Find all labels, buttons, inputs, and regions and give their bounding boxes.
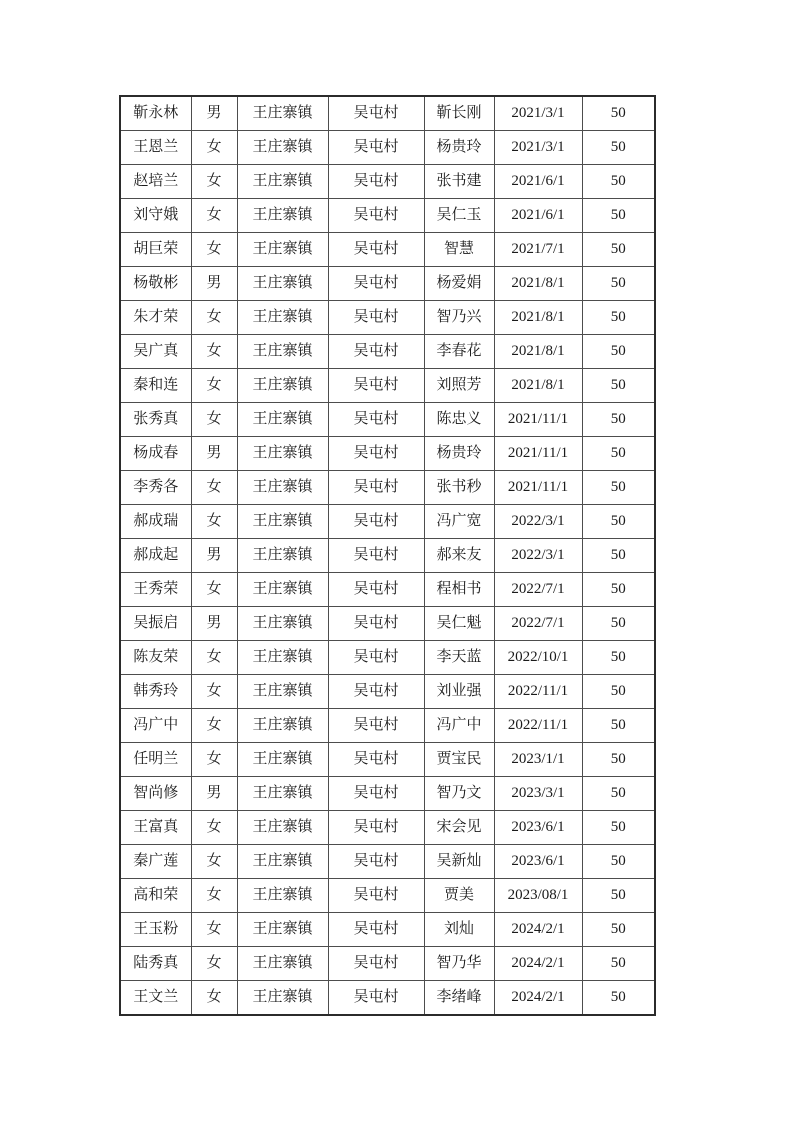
gender-cell: 女 xyxy=(191,131,237,165)
table-row xyxy=(120,335,655,369)
relative-name-cell: 吴新灿 xyxy=(424,845,494,879)
date-cell: 2024/2/1 xyxy=(494,913,582,947)
amount-cell: 50 xyxy=(582,641,655,675)
date-cell: 2022/11/1 xyxy=(494,709,582,743)
village-cell: 吴屯村 xyxy=(328,199,424,233)
name-cell: 李秀各 xyxy=(120,471,191,505)
town-cell: 王庄寨镇 xyxy=(237,947,328,981)
gender-cell: 女 xyxy=(191,199,237,233)
date-cell: 2022/7/1 xyxy=(494,573,582,607)
date-cell: 2023/3/1 xyxy=(494,777,582,811)
name-cell: 陆秀真 xyxy=(120,947,191,981)
village-cell: 吴屯村 xyxy=(328,913,424,947)
relative-name-cell: 刘灿 xyxy=(424,913,494,947)
date-cell: 2022/10/1 xyxy=(494,641,582,675)
date-cell: 2024/2/1 xyxy=(494,947,582,981)
gender-cell: 女 xyxy=(191,233,237,267)
amount-cell: 50 xyxy=(582,709,655,743)
town-cell: 王庄寨镇 xyxy=(237,607,328,641)
relative-name-cell: 智乃兴 xyxy=(424,301,494,335)
relative-name-cell: 杨贵玲 xyxy=(424,437,494,471)
date-cell: 2022/7/1 xyxy=(494,607,582,641)
records-table xyxy=(119,95,656,1016)
name-cell: 王文兰 xyxy=(120,981,191,1016)
village-cell: 吴屯村 xyxy=(328,335,424,369)
amount-cell: 50 xyxy=(582,403,655,437)
village-cell: 吴屯村 xyxy=(328,675,424,709)
amount-cell: 50 xyxy=(582,947,655,981)
village-cell: 吴屯村 xyxy=(328,947,424,981)
table-row xyxy=(120,199,655,233)
table-row xyxy=(120,981,655,1016)
village-cell: 吴屯村 xyxy=(328,811,424,845)
town-cell: 王庄寨镇 xyxy=(237,641,328,675)
amount-cell: 50 xyxy=(582,96,655,131)
amount-cell: 50 xyxy=(582,165,655,199)
table-row xyxy=(120,403,655,437)
amount-cell: 50 xyxy=(582,437,655,471)
amount-cell: 50 xyxy=(582,879,655,913)
table-row xyxy=(120,573,655,607)
relative-name-cell: 靳长刚 xyxy=(424,96,494,131)
amount-cell: 50 xyxy=(582,539,655,573)
date-cell: 2022/3/1 xyxy=(494,505,582,539)
date-cell: 2023/6/1 xyxy=(494,811,582,845)
name-cell: 胡巨荣 xyxy=(120,233,191,267)
table-row xyxy=(120,777,655,811)
date-cell: 2021/11/1 xyxy=(494,471,582,505)
date-cell: 2021/6/1 xyxy=(494,199,582,233)
table-row xyxy=(120,471,655,505)
table-row xyxy=(120,233,655,267)
village-cell: 吴屯村 xyxy=(328,539,424,573)
name-cell: 秦和连 xyxy=(120,369,191,403)
village-cell: 吴屯村 xyxy=(328,505,424,539)
relative-name-cell: 贾宝民 xyxy=(424,743,494,777)
town-cell: 王庄寨镇 xyxy=(237,743,328,777)
town-cell: 王庄寨镇 xyxy=(237,131,328,165)
relative-name-cell: 冯广宽 xyxy=(424,505,494,539)
gender-cell: 女 xyxy=(191,709,237,743)
town-cell: 王庄寨镇 xyxy=(237,879,328,913)
village-cell: 吴屯村 xyxy=(328,165,424,199)
table-row xyxy=(120,709,655,743)
relative-name-cell: 郝来友 xyxy=(424,539,494,573)
name-cell: 杨成春 xyxy=(120,437,191,471)
gender-cell: 女 xyxy=(191,335,237,369)
name-cell: 冯广中 xyxy=(120,709,191,743)
table-row xyxy=(120,675,655,709)
table-row xyxy=(120,879,655,913)
village-cell: 吴屯村 xyxy=(328,301,424,335)
town-cell: 王庄寨镇 xyxy=(237,505,328,539)
date-cell: 2022/11/1 xyxy=(494,675,582,709)
gender-cell: 女 xyxy=(191,879,237,913)
town-cell: 王庄寨镇 xyxy=(237,267,328,301)
name-cell: 高和荣 xyxy=(120,879,191,913)
relative-name-cell: 冯广中 xyxy=(424,709,494,743)
table-row xyxy=(120,913,655,947)
town-cell: 王庄寨镇 xyxy=(237,301,328,335)
town-cell: 王庄寨镇 xyxy=(237,709,328,743)
table-row xyxy=(120,947,655,981)
date-cell: 2021/11/1 xyxy=(494,437,582,471)
gender-cell: 男 xyxy=(191,607,237,641)
date-cell: 2024/2/1 xyxy=(494,981,582,1016)
town-cell: 王庄寨镇 xyxy=(237,471,328,505)
relative-name-cell: 智乃文 xyxy=(424,777,494,811)
town-cell: 王庄寨镇 xyxy=(237,981,328,1016)
gender-cell: 女 xyxy=(191,743,237,777)
village-cell: 吴屯村 xyxy=(328,403,424,437)
relative-name-cell: 刘照芳 xyxy=(424,369,494,403)
name-cell: 吴振启 xyxy=(120,607,191,641)
table-row xyxy=(120,369,655,403)
relative-name-cell: 杨贵玲 xyxy=(424,131,494,165)
table-row xyxy=(120,539,655,573)
amount-cell: 50 xyxy=(582,913,655,947)
amount-cell: 50 xyxy=(582,777,655,811)
town-cell: 王庄寨镇 xyxy=(237,96,328,131)
town-cell: 王庄寨镇 xyxy=(237,335,328,369)
town-cell: 王庄寨镇 xyxy=(237,675,328,709)
amount-cell: 50 xyxy=(582,505,655,539)
relative-name-cell: 陈忠义 xyxy=(424,403,494,437)
relative-name-cell: 智乃华 xyxy=(424,947,494,981)
relative-name-cell: 李春花 xyxy=(424,335,494,369)
amount-cell: 50 xyxy=(582,675,655,709)
amount-cell: 50 xyxy=(582,573,655,607)
gender-cell: 女 xyxy=(191,845,237,879)
town-cell: 王庄寨镇 xyxy=(237,403,328,437)
town-cell: 王庄寨镇 xyxy=(237,573,328,607)
village-cell: 吴屯村 xyxy=(328,471,424,505)
gender-cell: 女 xyxy=(191,641,237,675)
gender-cell: 男 xyxy=(191,96,237,131)
village-cell: 吴屯村 xyxy=(328,709,424,743)
relative-name-cell: 吴仁玉 xyxy=(424,199,494,233)
gender-cell: 女 xyxy=(191,505,237,539)
name-cell: 智尚修 xyxy=(120,777,191,811)
gender-cell: 男 xyxy=(191,777,237,811)
table-row xyxy=(120,96,655,131)
name-cell: 郝成瑞 xyxy=(120,505,191,539)
table-row xyxy=(120,301,655,335)
table-row xyxy=(120,641,655,675)
date-cell: 2021/3/1 xyxy=(494,96,582,131)
town-cell: 王庄寨镇 xyxy=(237,199,328,233)
relative-name-cell: 刘业强 xyxy=(424,675,494,709)
village-cell: 吴屯村 xyxy=(328,845,424,879)
gender-cell: 女 xyxy=(191,981,237,1016)
town-cell: 王庄寨镇 xyxy=(237,539,328,573)
village-cell: 吴屯村 xyxy=(328,267,424,301)
name-cell: 朱才荣 xyxy=(120,301,191,335)
table-row xyxy=(120,505,655,539)
relative-name-cell: 宋会见 xyxy=(424,811,494,845)
name-cell: 秦广莲 xyxy=(120,845,191,879)
town-cell: 王庄寨镇 xyxy=(237,233,328,267)
gender-cell: 女 xyxy=(191,165,237,199)
date-cell: 2021/11/1 xyxy=(494,403,582,437)
amount-cell: 50 xyxy=(582,845,655,879)
gender-cell: 女 xyxy=(191,369,237,403)
date-cell: 2023/6/1 xyxy=(494,845,582,879)
village-cell: 吴屯村 xyxy=(328,777,424,811)
name-cell: 吴广真 xyxy=(120,335,191,369)
relative-name-cell: 贾美 xyxy=(424,879,494,913)
village-cell: 吴屯村 xyxy=(328,641,424,675)
amount-cell: 50 xyxy=(582,743,655,777)
village-cell: 吴屯村 xyxy=(328,573,424,607)
relative-name-cell: 程相书 xyxy=(424,573,494,607)
name-cell: 韩秀玲 xyxy=(120,675,191,709)
village-cell: 吴屯村 xyxy=(328,131,424,165)
name-cell: 赵培兰 xyxy=(120,165,191,199)
name-cell: 任明兰 xyxy=(120,743,191,777)
amount-cell: 50 xyxy=(582,199,655,233)
town-cell: 王庄寨镇 xyxy=(237,437,328,471)
date-cell: 2021/7/1 xyxy=(494,233,582,267)
town-cell: 王庄寨镇 xyxy=(237,165,328,199)
village-cell: 吴屯村 xyxy=(328,981,424,1016)
amount-cell: 50 xyxy=(582,335,655,369)
date-cell: 2021/8/1 xyxy=(494,267,582,301)
table-row xyxy=(120,607,655,641)
relative-name-cell: 张书秒 xyxy=(424,471,494,505)
village-cell: 吴屯村 xyxy=(328,743,424,777)
table-row xyxy=(120,131,655,165)
relative-name-cell: 吴仁魁 xyxy=(424,607,494,641)
date-cell: 2021/6/1 xyxy=(494,165,582,199)
date-cell: 2022/3/1 xyxy=(494,539,582,573)
date-cell: 2021/8/1 xyxy=(494,301,582,335)
village-cell: 吴屯村 xyxy=(328,369,424,403)
name-cell: 王玉粉 xyxy=(120,913,191,947)
town-cell: 王庄寨镇 xyxy=(237,913,328,947)
village-cell: 吴屯村 xyxy=(328,437,424,471)
name-cell: 刘守娥 xyxy=(120,199,191,233)
relative-name-cell: 李天蓝 xyxy=(424,641,494,675)
gender-cell: 女 xyxy=(191,573,237,607)
gender-cell: 男 xyxy=(191,539,237,573)
village-cell: 吴屯村 xyxy=(328,607,424,641)
gender-cell: 男 xyxy=(191,267,237,301)
gender-cell: 女 xyxy=(191,301,237,335)
gender-cell: 女 xyxy=(191,403,237,437)
amount-cell: 50 xyxy=(582,369,655,403)
amount-cell: 50 xyxy=(582,811,655,845)
gender-cell: 男 xyxy=(191,437,237,471)
relative-name-cell: 李绪峰 xyxy=(424,981,494,1016)
name-cell: 王秀荣 xyxy=(120,573,191,607)
town-cell: 王庄寨镇 xyxy=(237,777,328,811)
date-cell: 2021/8/1 xyxy=(494,335,582,369)
name-cell: 杨敬彬 xyxy=(120,267,191,301)
amount-cell: 50 xyxy=(582,131,655,165)
amount-cell: 50 xyxy=(582,607,655,641)
gender-cell: 女 xyxy=(191,913,237,947)
name-cell: 郝成起 xyxy=(120,539,191,573)
gender-cell: 女 xyxy=(191,675,237,709)
date-cell: 2021/8/1 xyxy=(494,369,582,403)
relative-name-cell: 张书建 xyxy=(424,165,494,199)
table-row xyxy=(120,165,655,199)
name-cell: 张秀真 xyxy=(120,403,191,437)
village-cell: 吴屯村 xyxy=(328,879,424,913)
gender-cell: 女 xyxy=(191,471,237,505)
table-row xyxy=(120,845,655,879)
table-row xyxy=(120,267,655,301)
town-cell: 王庄寨镇 xyxy=(237,845,328,879)
amount-cell: 50 xyxy=(582,981,655,1016)
amount-cell: 50 xyxy=(582,301,655,335)
town-cell: 王庄寨镇 xyxy=(237,369,328,403)
name-cell: 王恩兰 xyxy=(120,131,191,165)
name-cell: 王富真 xyxy=(120,811,191,845)
name-cell: 靳永林 xyxy=(120,96,191,131)
village-cell: 吴屯村 xyxy=(328,96,424,131)
date-cell: 2023/08/1 xyxy=(494,879,582,913)
amount-cell: 50 xyxy=(582,233,655,267)
date-cell: 2023/1/1 xyxy=(494,743,582,777)
relative-name-cell: 智慧 xyxy=(424,233,494,267)
gender-cell: 女 xyxy=(191,811,237,845)
name-cell: 陈友荣 xyxy=(120,641,191,675)
village-cell: 吴屯村 xyxy=(328,233,424,267)
town-cell: 王庄寨镇 xyxy=(237,811,328,845)
gender-cell: 女 xyxy=(191,947,237,981)
table-row xyxy=(120,743,655,777)
amount-cell: 50 xyxy=(582,471,655,505)
date-cell: 2021/3/1 xyxy=(494,131,582,165)
amount-cell: 50 xyxy=(582,267,655,301)
table-row xyxy=(120,437,655,471)
table-row xyxy=(120,811,655,845)
relative-name-cell: 杨爱娟 xyxy=(424,267,494,301)
